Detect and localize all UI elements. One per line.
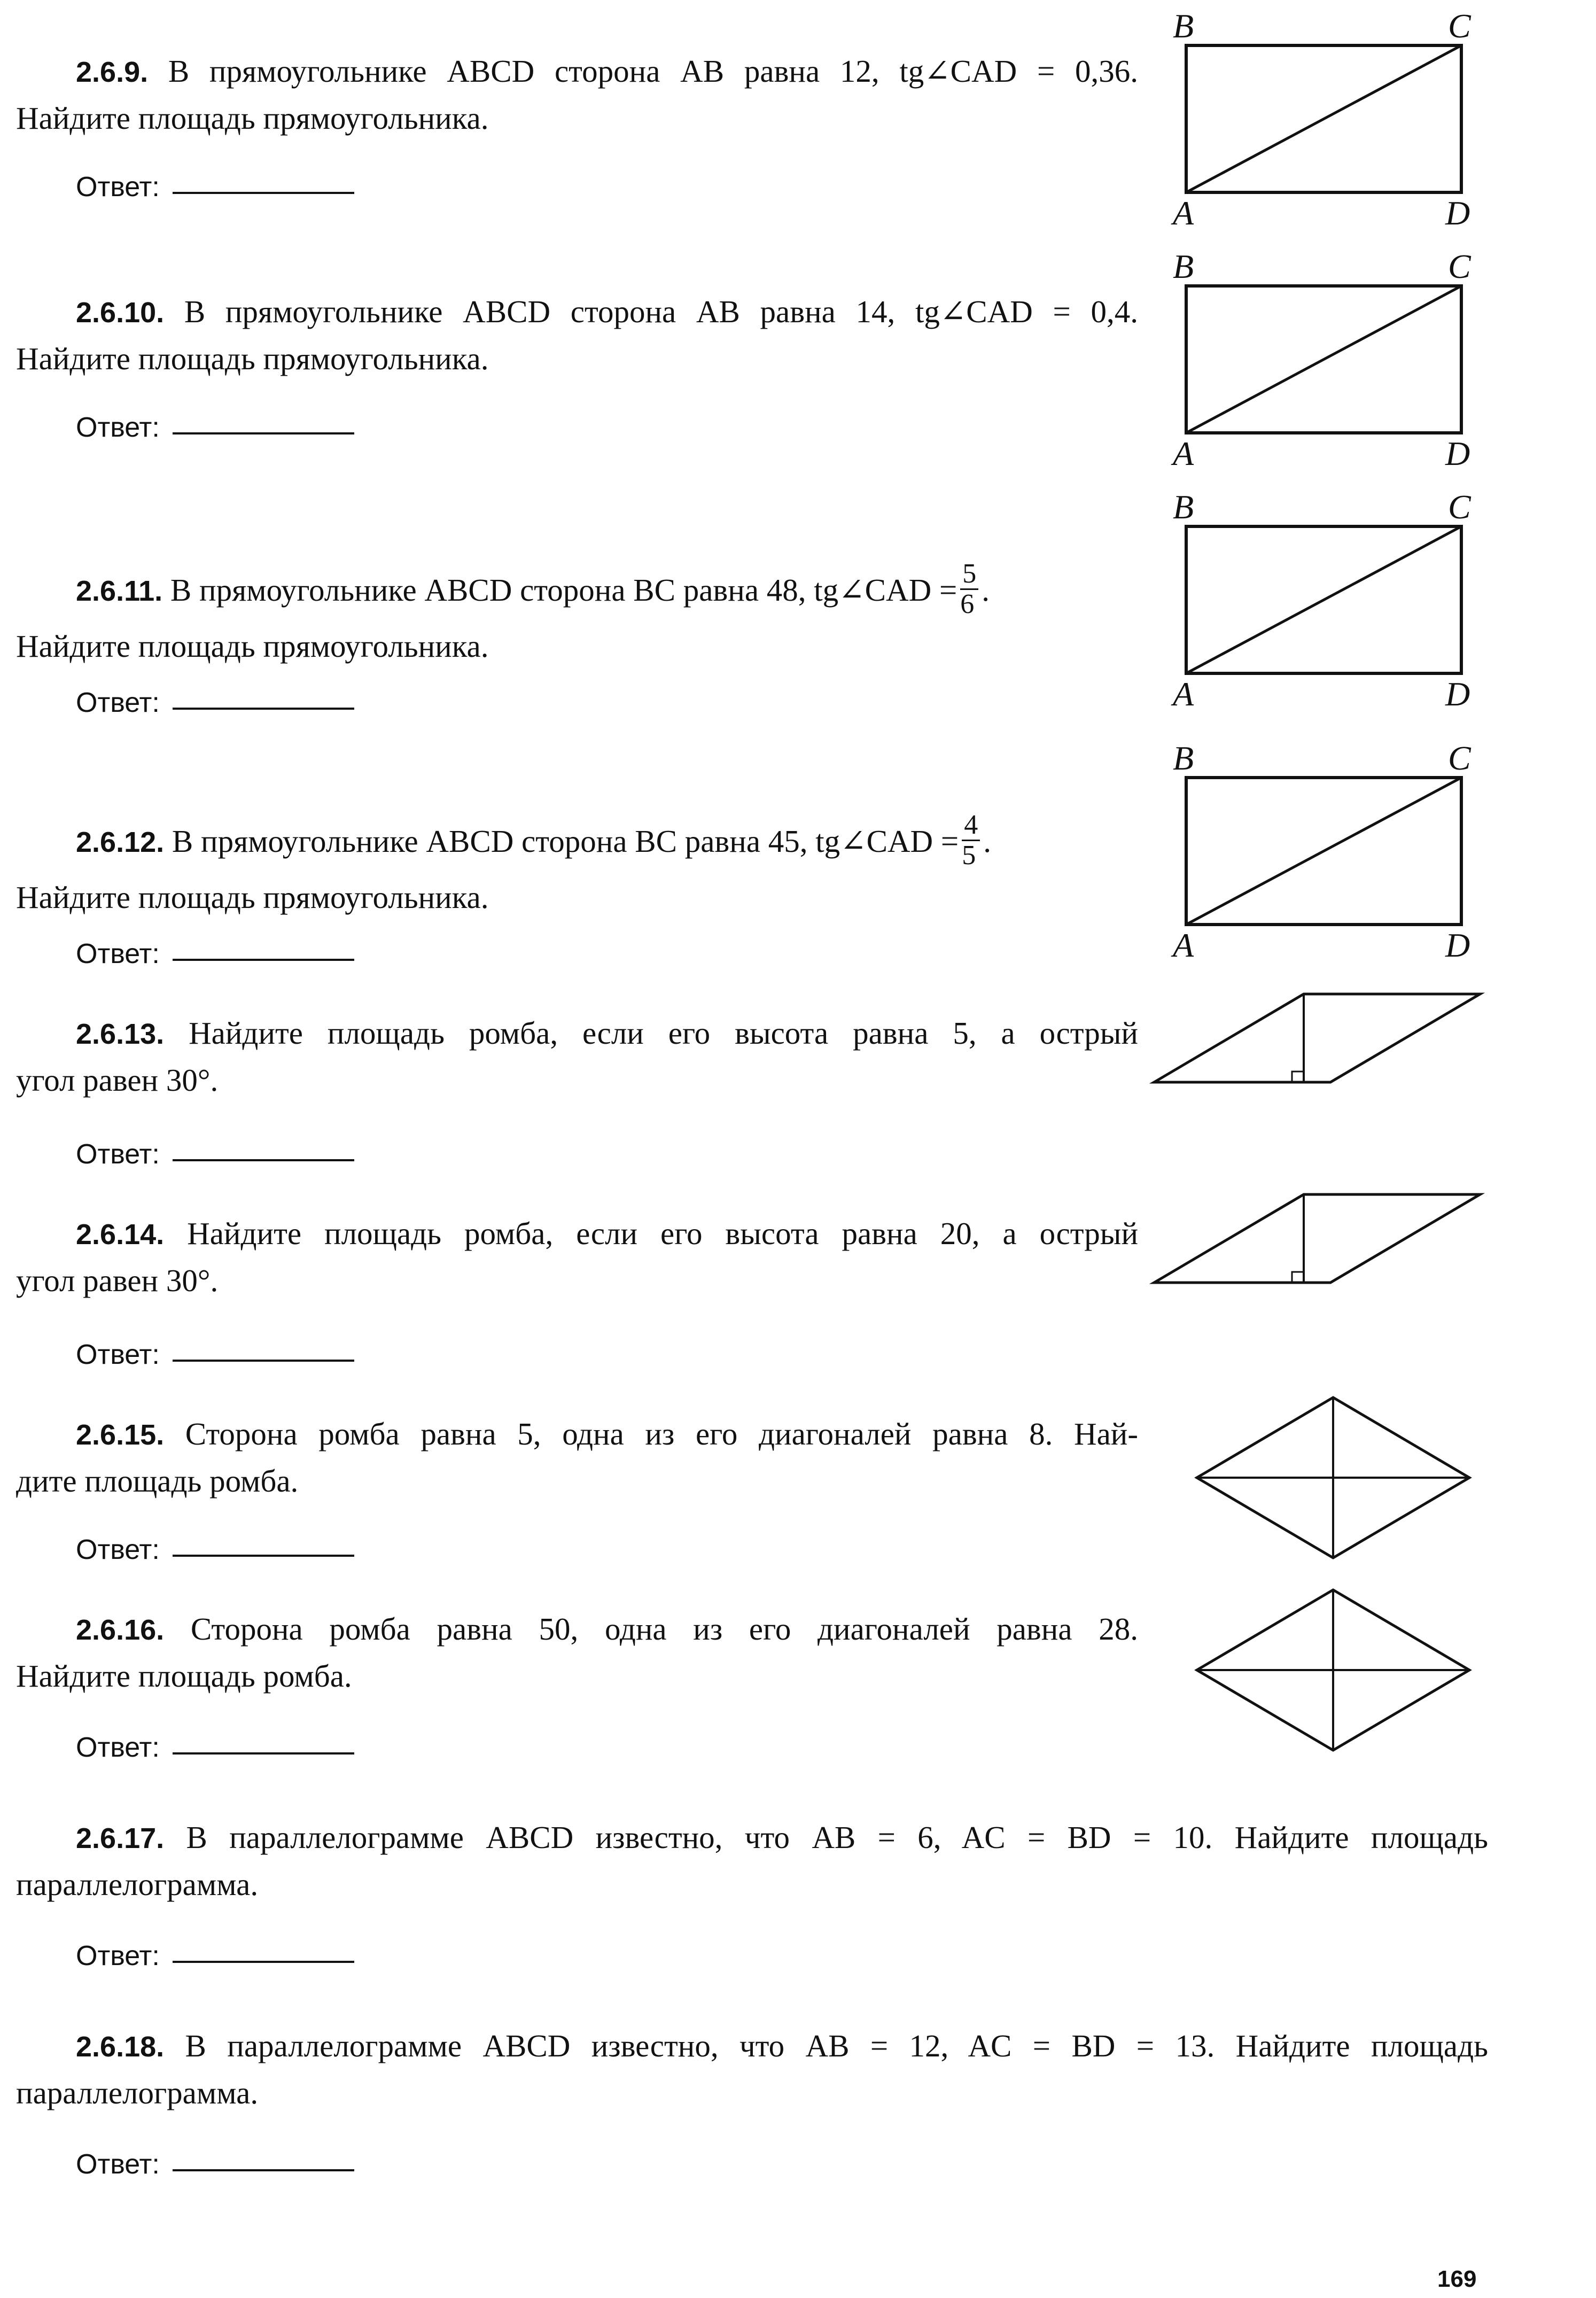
problem-text: В прямоугольнике ABCD сторона AB равна 14, tg∠CAD = 0,4. [184, 294, 1138, 329]
rectangle-figure-2-6-9 [1127, 0, 1501, 243]
problem-text: В прямоугольнике ABCD сторона BC равна 45, tg∠CAD = [172, 824, 959, 859]
problem-text: Найдите площадь ромба, если его высота равна 5, а острый [189, 1015, 1139, 1051]
problem-number: 2.6.18. [76, 2031, 165, 2063]
problem-number: 2.6.9. [76, 56, 149, 88]
answer-label: Ответ: [76, 1339, 160, 1370]
vertex-label-a: A [1173, 434, 1194, 472]
vertex-label-d: D [1445, 434, 1470, 472]
fraction: $\frac{5}{6}$ [960, 560, 978, 619]
problem-text-line2: Найдите площадь ромба. [16, 1658, 352, 1694]
answer-line[interactable] [173, 1752, 354, 1754]
rhombus-diagonals-diagram [1127, 1582, 1501, 1758]
vertex-label-c: C [1448, 7, 1471, 45]
answer-line[interactable] [173, 192, 354, 194]
rhombus-diagonals-diagram [1127, 1389, 1501, 1566]
problem-text: В прямоугольнике ABCD сторона BC равна 48, tg∠CAD = [170, 572, 957, 608]
vertex-label-c: C [1448, 488, 1471, 526]
answer-label: Ответ: [76, 1139, 160, 1170]
vertex-label-b: B [1173, 247, 1194, 285]
problem-text-line2: дите площадь ромба. [16, 1463, 299, 1499]
problem-text-line2: Найдите площадь прямоугольника. [16, 341, 489, 376]
answer-label: Ответ: [76, 938, 160, 969]
rectangle-diagram [1127, 732, 1501, 973]
answer-line[interactable] [173, 1159, 354, 1161]
answer-field [76, 687, 354, 719]
fraction: $\frac{4}{5}$ [962, 811, 980, 870]
vertex-label-a: A [1173, 675, 1194, 713]
problem-text-line2: Найдите площадь прямоугольника. [16, 100, 489, 136]
answer-field [76, 1534, 354, 1566]
rectangle-diagram [1127, 481, 1501, 721]
rhombus-height-figure-2-6-13 [1127, 983, 1501, 1104]
problem-text-line2: угол равен 30°. [16, 1062, 219, 1098]
problem-text: В параллелограмме ABCD известно, что AB = 6, AC = BD = 10. Найдите площадь [186, 1820, 1488, 1855]
answer-label: Ответ: [76, 1940, 160, 1971]
rhombus-outline [1154, 994, 1480, 1082]
vertex-label-b: B [1173, 739, 1194, 777]
rhombus-height-figure-2-6-14 [1127, 1184, 1501, 1304]
problem-text-line2: угол равен 30°. [16, 1263, 219, 1298]
answer-line[interactable] [173, 1555, 354, 1557]
answer-field [76, 171, 354, 203]
diagonal-ac [1186, 778, 1461, 925]
answer-field [76, 1940, 354, 1972]
problem-2-6-12: 2.6.12. В прямоугольнике ABCD сторона BC равна 45, tg∠CAD = $\frac{4}{5}$ . Найдите площадь прямоугольника. [16, 815, 1154, 920]
problem-text: Сторона ромба равна 50, одна из его диагоналей равна 28. [190, 1611, 1139, 1647]
right-angle-mark [1292, 1072, 1304, 1082]
vertex-label-c: C [1448, 739, 1471, 777]
problem-number: 2.6.13. [76, 1018, 165, 1050]
answer-field [76, 1732, 354, 1764]
answer-field [76, 938, 354, 970]
problem-number: 2.6.11. [76, 575, 163, 608]
answer-label: Ответ: [76, 2149, 160, 2180]
vertex-label-b: B [1173, 7, 1194, 45]
rectangle-diagram [1127, 0, 1501, 240]
answer-field [76, 2148, 354, 2180]
diagonal-ac [1186, 526, 1461, 673]
answer-field [76, 412, 354, 444]
problem-2-6-11: 2.6.11. В прямоугольнике ABCD сторона BC равна 48, tg∠CAD = $\frac{5}{6}$ . Найдите площадь прямоугольника. [16, 564, 1154, 669]
problem-number: 2.6.10. [76, 297, 165, 329]
rhombus-height-diagram [1127, 1184, 1501, 1301]
vertex-label-d: D [1445, 675, 1470, 713]
vertex-label-a: A [1173, 926, 1194, 964]
rhombus-diagonals-figure-2-6-16 [1127, 1582, 1501, 1761]
answer-label: Ответ: [76, 172, 160, 203]
rectangle-figure-2-6-12 [1127, 732, 1501, 975]
problem-text-line2: Найдите площадь прямоугольника. [16, 880, 489, 915]
problem-number: 2.6.17. [76, 1822, 165, 1854]
answer-label: Ответ: [76, 1534, 160, 1565]
answer-line[interactable] [173, 959, 354, 961]
problem-number: 2.6.14. [76, 1218, 165, 1251]
rhombus-diagonals-figure-2-6-15 [1127, 1389, 1501, 1569]
rectangle-figure-2-6-11 [1127, 481, 1501, 724]
problem-number: 2.6.15. [76, 1419, 165, 1451]
problem-text: В параллелограмме ABCD известно, что AB = 12, AC = BD = 13. Найдите площадь [185, 2028, 1489, 2063]
vertex-label-d: D [1445, 926, 1470, 964]
problem-text: В прямоугольнике ABCD сторона AB равна 12, tg∠CAD = 0,36. [168, 53, 1138, 89]
rhombus-height-diagram [1127, 983, 1501, 1101]
problem-2-6-9 [16, 48, 1138, 141]
problem-2-6-16 [16, 1606, 1138, 1699]
answer-line[interactable] [173, 1961, 354, 1963]
problem-2-6-13 [16, 1010, 1138, 1103]
problem-2-6-15 [16, 1411, 1138, 1504]
diagonal-ac [1186, 286, 1461, 433]
right-angle-mark [1292, 1272, 1304, 1283]
answer-line[interactable] [173, 2169, 354, 2171]
problem-text: Найдите площадь ромба, если его высота равна 20, а острый [187, 1216, 1139, 1251]
problem-text: Сторона ромба равна 5, одна из его диагоналей равна 8. Най- [185, 1416, 1139, 1451]
rectangle-diagram [1127, 240, 1501, 481]
problem-text-line2: Найдите площадь прямоугольника. [16, 628, 489, 664]
answer-line[interactable] [173, 708, 354, 710]
vertex-label-a: A [1173, 194, 1194, 232]
problem-2-6-18 [16, 2023, 1488, 2116]
diagonal-ac [1186, 45, 1461, 192]
problem-2-6-14 [16, 1210, 1138, 1303]
problem-2-6-10 [16, 289, 1138, 382]
problem-number: 2.6.12. [76, 826, 165, 859]
problem-number: 2.6.16. [76, 1614, 165, 1646]
rhombus-outline [1154, 1194, 1480, 1283]
vertex-label-b: B [1173, 488, 1194, 526]
page-number: 169 [1437, 2266, 1477, 2292]
answer-line[interactable] [173, 432, 354, 434]
rectangle-figure-2-6-10 [1127, 240, 1501, 484]
answer-field [76, 1138, 354, 1170]
answer-line[interactable] [173, 1360, 354, 1362]
vertex-label-c: C [1448, 247, 1471, 285]
answer-label: Ответ: [76, 687, 160, 718]
problem-text-line2: параллелограмма. [16, 2075, 259, 2110]
answer-label: Ответ: [76, 412, 160, 443]
vertex-label-d: D [1445, 194, 1470, 232]
answer-field [76, 1339, 354, 1371]
problem-text-line2: параллелограмма. [16, 1867, 259, 1902]
problem-2-6-17 [16, 1814, 1488, 1907]
answer-label: Ответ: [76, 1732, 160, 1763]
